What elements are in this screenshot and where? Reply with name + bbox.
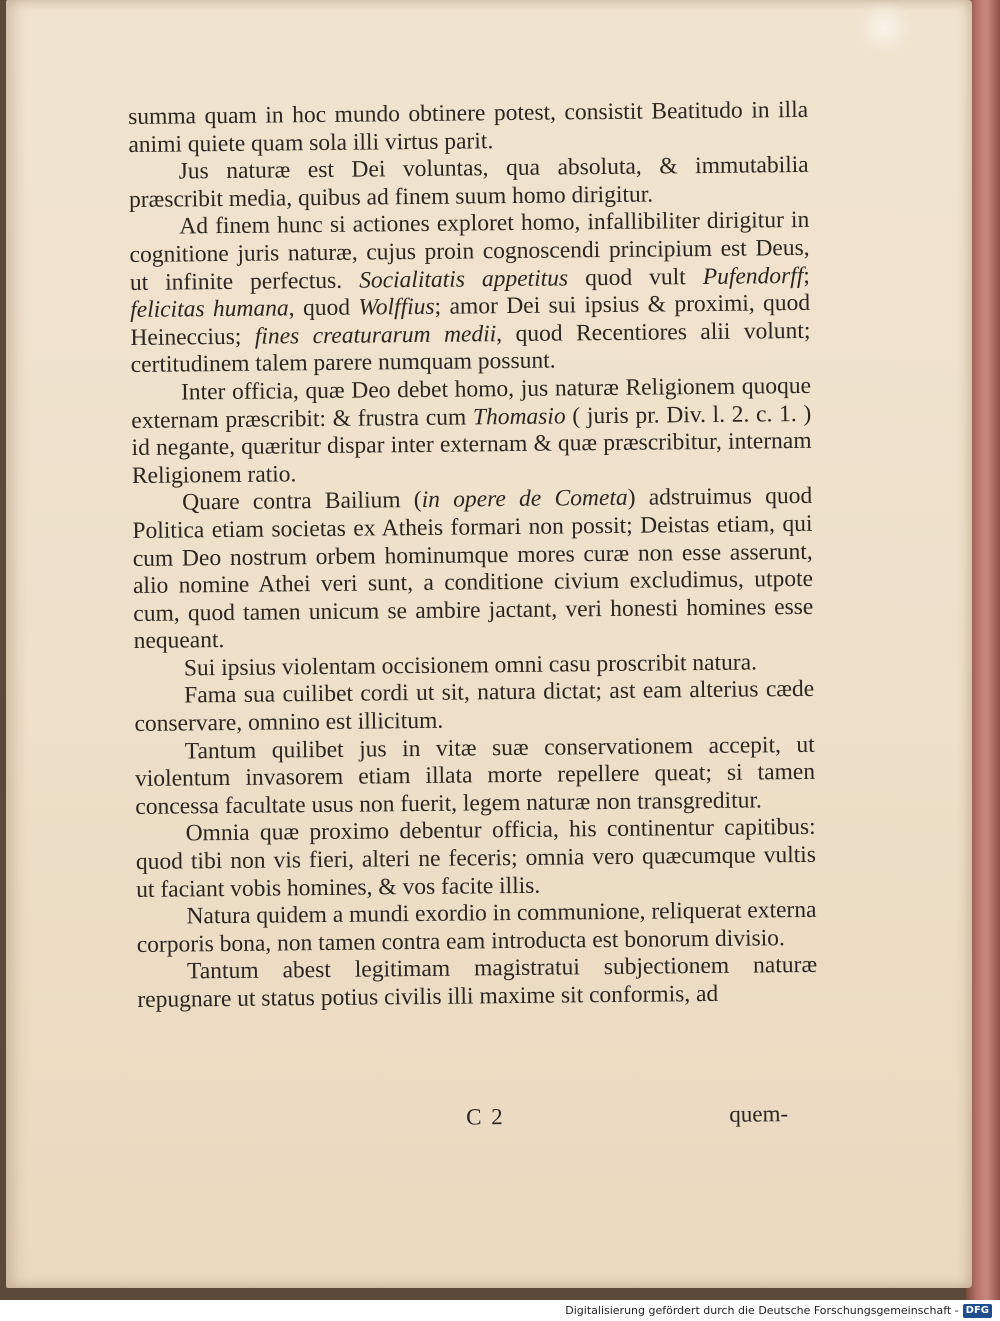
- paragraph: [136, 814, 817, 904]
- text-segment: , quod Recentiores alii volunt; certitudinem talem parere numquam possunt.: [130, 317, 811, 379]
- paper-stain: [857, 0, 912, 55]
- text-segment: Sui ipsius violentam occisionem omni casu proscribit natura.: [183, 649, 758, 682]
- signature-mark: C 2: [465, 1104, 505, 1130]
- italic-text: in opere de Cometa: [421, 485, 628, 514]
- text-segment: ;: [803, 262, 810, 289]
- dfg-logo: DFG: [963, 1304, 992, 1318]
- paragraph: [137, 952, 818, 1014]
- italic-text: Socialitatis appetitus: [359, 264, 569, 294]
- text-segment: Quare contra Bailium (: [182, 487, 422, 516]
- italic-text: Wolffius: [358, 293, 435, 321]
- paragraph: [129, 152, 810, 214]
- paragraph: [136, 897, 817, 959]
- paragraph: [128, 97, 809, 159]
- page-text: [128, 97, 817, 1015]
- text-segment: ( juris pr. Div. l. 2. c. 1. ) id negante, quæritur dispar inter externam & quæ præscribitur, internam Religionem ratio.: [131, 400, 812, 489]
- text-segment: summa quam in hoc mundo obtinere potest, consistit Beatitudo in illa animi quiete quam sola illi virtus parit.: [128, 96, 809, 158]
- text-segment: ) adstruimus quod Politica etiam societas ex Atheis formari non possit; Deistas etiam, qui cum Deo nostrum orbem hominumque mores curæ non esse asserunt, alio nomine Athei veri sunt, a conditione civium excludimus, utpote cum, quod tamen unicum se ambire jactant, veri honesti homines esse nequeant.: [132, 483, 814, 655]
- text-segment: Omnia quæ proximo debentur officia, his continentur capitibus: quod tibi non vis fieri, alteri ne feceris; omnia vero quæcumque vultis ut faciant vobis homines, & vos facite illis.: [135, 814, 817, 903]
- paragraph: [131, 373, 812, 490]
- text-segment: Ad finem hunc si actiones exploret homo, infallibiliter dirigitur in cognitione juris naturæ, cujus proin cognoscendi principium est Deus, ut infinite perfectus.: [129, 207, 810, 296]
- text-segment: Inter officia, quæ Deo debet homo, jus naturæ Religionem quoque externam præscribit: & frustra cum: [131, 372, 812, 434]
- italic-text: Thomasio: [472, 402, 566, 430]
- text-segment: Tantum abest legitimam magistratui subjectionem naturæ repugnare ut status potius civilis illi maxime sit conformis, ad: [137, 952, 818, 1013]
- text-segment: quod vult: [567, 263, 703, 291]
- digitization-credit-bar: [0, 1300, 1000, 1321]
- italic-text: Pufendorff: [702, 262, 804, 290]
- italic-text: fines creaturarum medii: [254, 320, 497, 350]
- text-segment: Fama sua cuilibet cordi ut sit, natura dictat; ast eam alterius cæde conservare, omnino est illicitum.: [134, 676, 815, 738]
- paragraph: [134, 676, 815, 738]
- text-segment: ; amor Dei sui ipsius & proximi, quod Heineccius;: [130, 290, 811, 351]
- text-segment: Tantum quilibet jus in vitæ suæ conservationem accepit, ut violentum invasorem etiam illata morte repellere queat; si tamen concessa facultate usus non fuerit, legem naturæ non transgreditur.: [134, 731, 816, 820]
- paragraph: [132, 483, 814, 656]
- catchword: quem-: [729, 1101, 789, 1127]
- text-segment: Natura quidem a mundi exordio in communione, reliquerat externa corporis bona, non tamen contra eam introducta est bonorum divisio.: [136, 897, 817, 958]
- text-segment: , quod: [288, 294, 359, 322]
- funding-credit-text: Digitalisierung gefördert durch die Deutsche Forschungsgemeinschaft -: [565, 1304, 959, 1317]
- paragraph: [135, 732, 816, 822]
- paragraph: [129, 207, 811, 380]
- text-segment: Jus naturæ est Dei voluntas, qua absoluta, & immutabilia præscribit media, quibus ad finem suum homo dirigitur.: [128, 152, 809, 213]
- italic-text: felicitas humana: [130, 295, 289, 324]
